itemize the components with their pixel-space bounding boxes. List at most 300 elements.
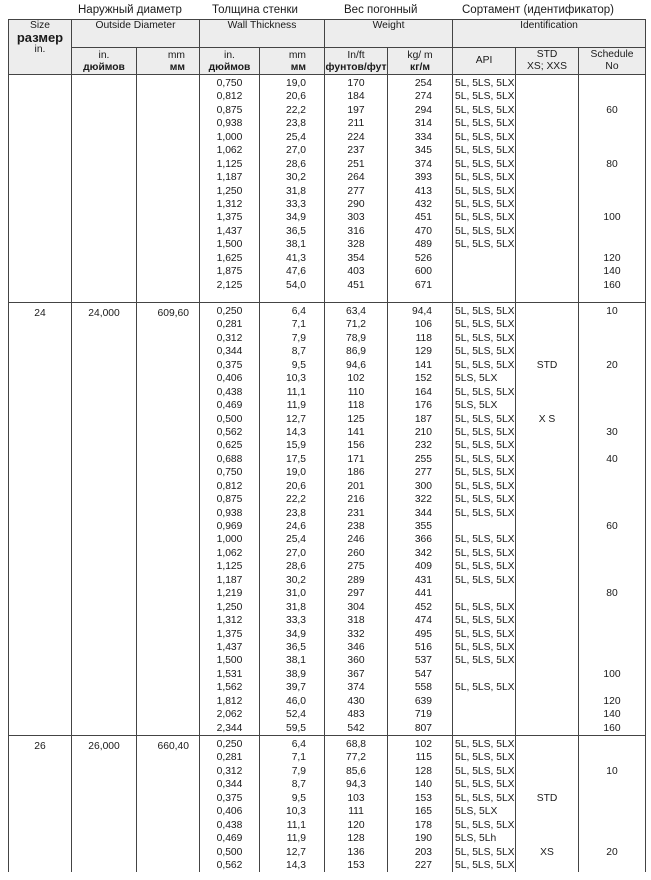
wall-mm-cell: 10,3 [285, 806, 307, 818]
schedule-cell [579, 480, 645, 493]
wall-mm-cell: 6,4 [291, 306, 307, 317]
wall-in-cell: 0,312 [216, 765, 243, 777]
weight-kgm-cell: 274 [414, 91, 433, 103]
od-mm-cell-text: 660,40 [157, 741, 189, 752]
schedule-cell [579, 681, 645, 694]
std-cell [516, 574, 578, 587]
weight-lbft-cell: 316 [347, 225, 365, 237]
api-cell: 5L, 5LS, 5LX [455, 628, 515, 640]
schedule-label: Schedule [590, 49, 634, 60]
std-cell [516, 171, 578, 184]
schedule-cell [579, 345, 645, 358]
wall-in-cell: 0,438 [216, 386, 243, 398]
weight-lbft-cell: 156 [347, 440, 365, 452]
schedule-cell: 160 [603, 279, 621, 291]
schedule-cell [579, 614, 645, 627]
weight-kgm-cell-list [388, 736, 452, 872]
wall-in-cell: 1,062 [216, 145, 243, 157]
wall-mm-cell: 9,5 [291, 359, 307, 371]
std-cell-list [516, 303, 578, 735]
weight-lbft-cell: 297 [347, 588, 365, 600]
weight-kgm-cell: 431 [414, 574, 433, 586]
schedule-cell [579, 778, 645, 791]
wall-in-cell: 1,812 [216, 695, 243, 707]
w-kgm-label: kg/ m [407, 50, 433, 61]
schedule-cell [579, 171, 645, 184]
api-cell: 5L, 5LS, 5LX [455, 239, 515, 251]
pipe-spec-table [8, 19, 646, 872]
weight-kgm-cell: 190 [414, 833, 433, 845]
std-cell [516, 198, 578, 211]
weight-lbft-cell: 451 [347, 279, 365, 291]
weight-kgm-cell: 639 [414, 695, 433, 707]
wall-in-cell: 0,375 [216, 359, 243, 371]
wall-in-cell: 0,625 [216, 440, 243, 452]
weight-lbft-cell: 77,2 [345, 752, 367, 764]
od-mm-cell [137, 75, 200, 303]
weight-lbft-cell: 201 [347, 480, 365, 492]
std-cell [516, 399, 578, 412]
api-cell: 5L, 5LS, 5LX [455, 507, 515, 519]
wall-mm-cell: 24,6 [285, 521, 307, 532]
std-sub-label: XS; XXS [526, 61, 568, 72]
weight-lbft-cell: 170 [347, 78, 365, 89]
api-cell: 5L, 5LS, 5LX [455, 655, 515, 667]
weight-lbft-cell: 290 [347, 198, 365, 210]
api-cell-list [453, 75, 515, 292]
wall-mm-cell: 7,1 [291, 319, 307, 331]
std-cell-column [516, 736, 579, 873]
wall-mm-cell: 20,6 [285, 91, 307, 103]
od-mm-ru-label: мм [169, 62, 185, 73]
identification-header: Identification [453, 20, 646, 48]
wall-in-cell: 0,406 [216, 806, 243, 818]
wall-in-cell: 0,344 [216, 779, 243, 791]
api-cell: 5L, 5LS, 5LX [455, 765, 515, 777]
size-cell-text: 24 [34, 308, 46, 319]
weight-kgm-cell: 366 [414, 534, 433, 546]
weight-lbft-cell: 360 [347, 655, 365, 667]
api-cell: 5L, 5LS, 5LX [455, 158, 515, 170]
weight-lbft-cell: 128 [347, 833, 365, 845]
std-cell [516, 587, 578, 600]
wall-mm-cell: 39,7 [285, 682, 307, 694]
size-header-ru: размер [16, 30, 64, 45]
wall-mm-cell: 7,9 [291, 332, 307, 344]
weight-kgm-cell: 314 [414, 118, 433, 130]
wall-mm-cell: 31,0 [285, 588, 307, 600]
table-row [9, 303, 646, 736]
weight-lbft-cell: 374 [347, 682, 365, 694]
api-cell [455, 668, 515, 681]
api-cell: 5L, 5LS, 5LX [455, 534, 515, 546]
std-cell [516, 751, 578, 764]
weight-lbft-cell: 251 [347, 158, 365, 170]
schedule-cell: 10 [606, 306, 618, 317]
wt-in-header [200, 48, 260, 75]
weight-kgm-cell: 322 [414, 494, 433, 506]
wall-in-cell: 2,125 [216, 279, 243, 291]
wall-in-cell: 0,500 [216, 846, 243, 858]
weight-kgm-cell: 374 [414, 158, 433, 170]
wall-mm-cell: 23,8 [285, 118, 307, 130]
std-cell [516, 778, 578, 791]
weight-kgm-cell: 115 [415, 752, 433, 764]
api-cell: 5L, 5LS, 5LX [455, 332, 515, 344]
api-cell: 5L, 5LS, 5LX [455, 819, 515, 831]
od-in-ru-label: дюймов [83, 62, 125, 73]
std-cell [516, 318, 578, 331]
std-cell-list [516, 75, 578, 292]
weight-kgm-cell-column [388, 303, 453, 736]
schedule-cell: 140 [603, 266, 621, 278]
size-cell [9, 303, 72, 736]
schedule-cell [579, 372, 645, 385]
weight-lbft-cell: 303 [347, 212, 365, 224]
wall-in-cell-list [200, 736, 259, 872]
weight-lbft-cell: 354 [347, 252, 365, 264]
weight-lbft-cell-column [325, 75, 388, 303]
schedule-cell: 60 [606, 521, 618, 532]
std-cell [516, 520, 578, 533]
wall-in-cell: 0,281 [216, 319, 243, 331]
schedule-cell: 60 [606, 104, 618, 116]
schedule-cell [579, 507, 645, 520]
wt-mm-label: mm [288, 50, 307, 61]
weight-kgm-cell: 344 [414, 507, 433, 519]
api-cell [455, 722, 515, 735]
weight-kgm-cell: 164 [414, 386, 433, 398]
weight-kgm-cell: 118 [415, 332, 433, 344]
schedule-cell [579, 792, 645, 805]
od-mm-cell [137, 303, 200, 736]
schedule-cell [579, 628, 645, 641]
schedule-cell [579, 751, 645, 764]
weight-lbft-cell-list [325, 736, 387, 872]
weight-lbft-cell: 275 [347, 561, 365, 573]
api-cell: 5L, 5LS, 5LX [455, 78, 515, 89]
wall-in-cell-column [200, 303, 260, 736]
std-cell-list [516, 736, 578, 872]
std-cell [516, 819, 578, 832]
schedule-cell [579, 574, 645, 587]
std-cell: X S [538, 413, 556, 425]
weight-kgm-cell: 452 [414, 601, 433, 613]
w-lbft-label: In/ft [347, 50, 365, 61]
od-in-cell [72, 736, 137, 873]
api-cell: 5L, 5LS, 5LX [455, 574, 515, 586]
std-cell [516, 859, 578, 872]
weight-kgm-cell-list [388, 75, 452, 292]
weight-lbft-cell: 94,3 [345, 779, 367, 791]
schedule-cell [579, 601, 645, 614]
wall-mm-cell: 20,6 [285, 480, 307, 492]
wall-mm-cell: 19,0 [285, 78, 307, 89]
api-cell-list [453, 736, 515, 872]
weight-lbft-cell: 186 [347, 467, 365, 479]
wall-mm-cell: 11,1 [286, 386, 307, 398]
schedule-cell [579, 198, 645, 211]
weight-lbft-cell: 110 [347, 386, 365, 398]
api-cell [455, 587, 515, 600]
wall-mm-cell: 38,9 [285, 668, 307, 680]
std-cell [516, 466, 578, 479]
weight-lbft-cell: 102 [347, 373, 365, 385]
std-cell [516, 805, 578, 818]
weight-kgm-cell: 255 [414, 453, 433, 465]
wall-mm-cell: 9,5 [291, 792, 307, 804]
schedule-cell: 10 [606, 765, 618, 777]
schedule-cell: 20 [606, 359, 618, 371]
wall-mm-cell: 59,5 [285, 722, 307, 734]
schedule-cell [579, 185, 645, 198]
std-cell [516, 601, 578, 614]
weight-lbft-cell: 71,2 [345, 319, 367, 331]
std-cell [516, 185, 578, 198]
wall-mm-cell: 17,5 [285, 453, 307, 465]
wall-mm-cell: 19,0 [285, 467, 307, 479]
weight-lbft-cell: 111 [348, 806, 364, 818]
weight-lbft-cell-column [325, 303, 388, 736]
weight-kgm-cell-column [388, 75, 453, 303]
api-cell: 5L, 5LS, 5LX [455, 359, 515, 371]
size-header-en: Size [29, 20, 51, 31]
wall-mm-cell: 25,4 [285, 131, 307, 143]
schedule-cell [579, 439, 645, 452]
wall-mm-cell: 54,0 [285, 279, 307, 291]
weight-kgm-cell: 153 [414, 792, 433, 804]
weight-lbft-cell: 136 [347, 846, 365, 858]
size-cell [9, 736, 72, 873]
weight-kgm-cell: 334 [414, 131, 433, 143]
table-row [9, 736, 646, 873]
wall-mm-cell: 23,8 [285, 507, 307, 519]
wall-in-cell: 0,750 [216, 467, 243, 479]
wall-mm-cell: 31,8 [285, 185, 307, 197]
wall-in-cell: 0,250 [216, 306, 243, 317]
weight-lbft-cell: 238 [347, 521, 365, 532]
api-cell: 5L, 5LS, 5LX [455, 467, 515, 479]
wall-mm-cell: 6,4 [291, 739, 307, 750]
od-in-cell [72, 303, 137, 736]
wall-mm-cell: 12,7 [285, 413, 307, 425]
weight-lbft-cell: 216 [347, 494, 365, 506]
weight-kgm-cell: 470 [414, 225, 433, 237]
weight-lbft-cell-list [325, 303, 387, 735]
std-cell [516, 211, 578, 224]
wall-in-cell: 0,469 [216, 400, 243, 412]
weight-lbft-cell: 78,9 [345, 332, 367, 344]
std-cell [516, 77, 578, 90]
schedule-cell-list [579, 736, 645, 872]
weight-lbft-cell: 264 [347, 172, 365, 184]
std-cell [516, 641, 578, 654]
weight-kgm-cell: 807 [414, 722, 433, 734]
wall-mm-cell: 30,2 [285, 574, 307, 586]
schedule-cell [579, 533, 645, 546]
outside-diameter-header: Outside Diameter [72, 20, 200, 48]
schedule-cell: 120 [603, 695, 621, 707]
std-cell-column [516, 75, 579, 303]
wall-mm-cell: 27,0 [285, 145, 307, 157]
api-cell-column [453, 736, 516, 873]
wall-in-cell: 1,437 [216, 225, 243, 237]
weight-kgm-cell: 474 [414, 615, 433, 627]
api-cell: 5L, 5LS, 5LX [455, 779, 515, 791]
od-mm-cell [137, 736, 200, 873]
schedule-cell [579, 318, 645, 331]
wall-in-cell: 0,812 [216, 480, 243, 492]
weight-lbft-cell: 542 [347, 722, 365, 734]
wall-in-cell: 0,375 [216, 792, 243, 804]
wall-in-cell: 1,531 [216, 668, 243, 680]
weight-lbft-cell: 260 [347, 547, 365, 559]
size-cell-text: 26 [34, 741, 46, 752]
weight-kgm-cell: 277 [414, 467, 433, 479]
wall-in-cell: 1,187 [216, 574, 243, 586]
api-cell: 5L, 5LS, 5LX [455, 859, 515, 871]
wall-in-cell: 0,281 [216, 752, 243, 764]
schedule-cell [579, 832, 645, 845]
table-body [9, 75, 646, 873]
weight-kgm-cell: 203 [414, 846, 433, 858]
weight-kgm-cell: 719 [414, 709, 433, 721]
std-cell [516, 560, 578, 573]
api-cell: 5LS, 5Lh [455, 833, 497, 845]
od-mm-cell-text: 609,60 [157, 308, 189, 319]
api-header: API [453, 48, 516, 75]
weight-lbft-cell: 328 [347, 239, 365, 251]
weight-kgm-cell: 537 [414, 655, 433, 667]
wall-mm-cell: 36,5 [285, 225, 307, 237]
od-in-cell-text: 24,000 [88, 308, 120, 319]
weight-lbft-cell: 94,6 [345, 359, 367, 371]
schedule-cell [579, 386, 645, 399]
schedule-cell [579, 399, 645, 412]
std-cell [516, 765, 578, 778]
api-cell: 5L, 5LS, 5LX [455, 185, 515, 197]
weight-lbft-cell: 120 [347, 819, 365, 831]
schedule-cell [579, 466, 645, 479]
wall-in-cell: 0,406 [216, 373, 243, 385]
std-cell [516, 547, 578, 560]
weight-kgm-cell: 141 [414, 359, 433, 371]
api-cell: 5L, 5LS, 5LX [455, 104, 515, 116]
wall-mm-cell: 8,7 [291, 346, 307, 358]
std-cell [516, 695, 578, 708]
std-cell [516, 738, 578, 751]
weight-lbft-cell: 289 [347, 574, 365, 586]
wall-thickness-header: Wall Thickness [200, 20, 325, 48]
weight-lbft-cell: 86,9 [345, 346, 367, 358]
schedule-cell [579, 560, 645, 573]
schedule-cell: 20 [606, 846, 618, 858]
wall-in-cell: 1,000 [216, 534, 243, 546]
wall-mm-cell-column [260, 303, 325, 736]
weight-kgm-cell-list [388, 303, 452, 735]
api-cell-column [453, 303, 516, 736]
std-cell [516, 279, 578, 292]
std-cell [516, 117, 578, 130]
od-mm-header [137, 48, 200, 75]
wall-mm-cell-column [260, 736, 325, 873]
wall-mm-cell: 33,3 [285, 615, 307, 627]
wall-in-cell: 0,938 [216, 118, 243, 130]
wall-mm-cell-list [260, 303, 324, 735]
weight-lbft-cell: 346 [347, 641, 365, 653]
api-cell: 5L, 5LS, 5LX [455, 561, 515, 573]
wall-mm-cell: 15,9 [285, 440, 307, 452]
api-cell: 5L, 5LS, 5LX [455, 306, 515, 317]
schedule-cell [579, 77, 645, 90]
weight-kgm-cell: 187 [414, 413, 433, 425]
std-cell [516, 722, 578, 735]
wall-in-cell: 1,125 [216, 158, 243, 170]
std-cell [516, 252, 578, 265]
std-cell [516, 386, 578, 399]
wall-mm-cell: 46,0 [285, 695, 307, 707]
wall-in-cell: 0,438 [216, 819, 243, 831]
api-cell: 5L, 5LS, 5LX [455, 319, 515, 331]
std-cell [516, 238, 578, 251]
identification-ru-label: Сортамент (идентификатор) [462, 4, 614, 16]
weight-kgm-cell: 128 [414, 765, 433, 777]
w-lbft-header [325, 48, 388, 75]
weight-header: Weight [325, 20, 453, 48]
weight-lbft-cell: 141 [347, 426, 365, 438]
std-cell [516, 372, 578, 385]
schedule-cell [579, 493, 645, 506]
weight-kgm-cell: 178 [414, 819, 433, 831]
schedule-cell [579, 117, 645, 130]
wall-mm-cell: 22,2 [285, 494, 307, 506]
wall-in-cell: 1,500 [216, 239, 243, 251]
schedule-cell-list [579, 75, 645, 292]
api-cell: 5L, 5LS, 5LX [455, 752, 515, 764]
weight-kgm-cell: 102 [414, 739, 433, 750]
std-cell [516, 668, 578, 681]
wt-in-ru-label: дюймов [208, 62, 251, 73]
wt-mm-ru-label: мм [290, 62, 307, 73]
wall-mm-cell: 36,5 [285, 641, 307, 653]
weight-kgm-cell: 165 [414, 806, 433, 818]
weight-kgm-cell: 441 [414, 588, 433, 600]
api-cell [455, 695, 515, 708]
weight-lbft-cell: 430 [347, 695, 365, 707]
wall-in-cell: 0,875 [216, 494, 243, 506]
wall-mm-cell: 11,9 [286, 833, 307, 845]
weight-kgm-cell: 355 [414, 521, 433, 532]
api-cell [455, 265, 515, 278]
size-cell-text [9, 75, 71, 79]
weight-lbft-cell: 197 [347, 104, 365, 116]
weight-kgm-cell: 413 [414, 185, 433, 197]
api-cell-list [453, 303, 515, 735]
schedule-cell-column [579, 303, 646, 736]
schedule-cell [579, 413, 645, 426]
wall-mm-cell: 34,9 [285, 628, 307, 640]
schedule-cell: 30 [606, 426, 618, 438]
wall-in-cell-list [200, 75, 259, 292]
std-cell [516, 131, 578, 144]
std-cell [516, 426, 578, 439]
std-cell-column [516, 303, 579, 736]
wall-in-cell: 1,125 [216, 561, 243, 573]
weight-kgm-cell: 451 [414, 212, 433, 224]
wall-in-cell: 1,219 [216, 588, 243, 600]
weight-lbft-cell: 231 [347, 507, 365, 519]
weight-lbft-cell: 103 [347, 792, 365, 804]
